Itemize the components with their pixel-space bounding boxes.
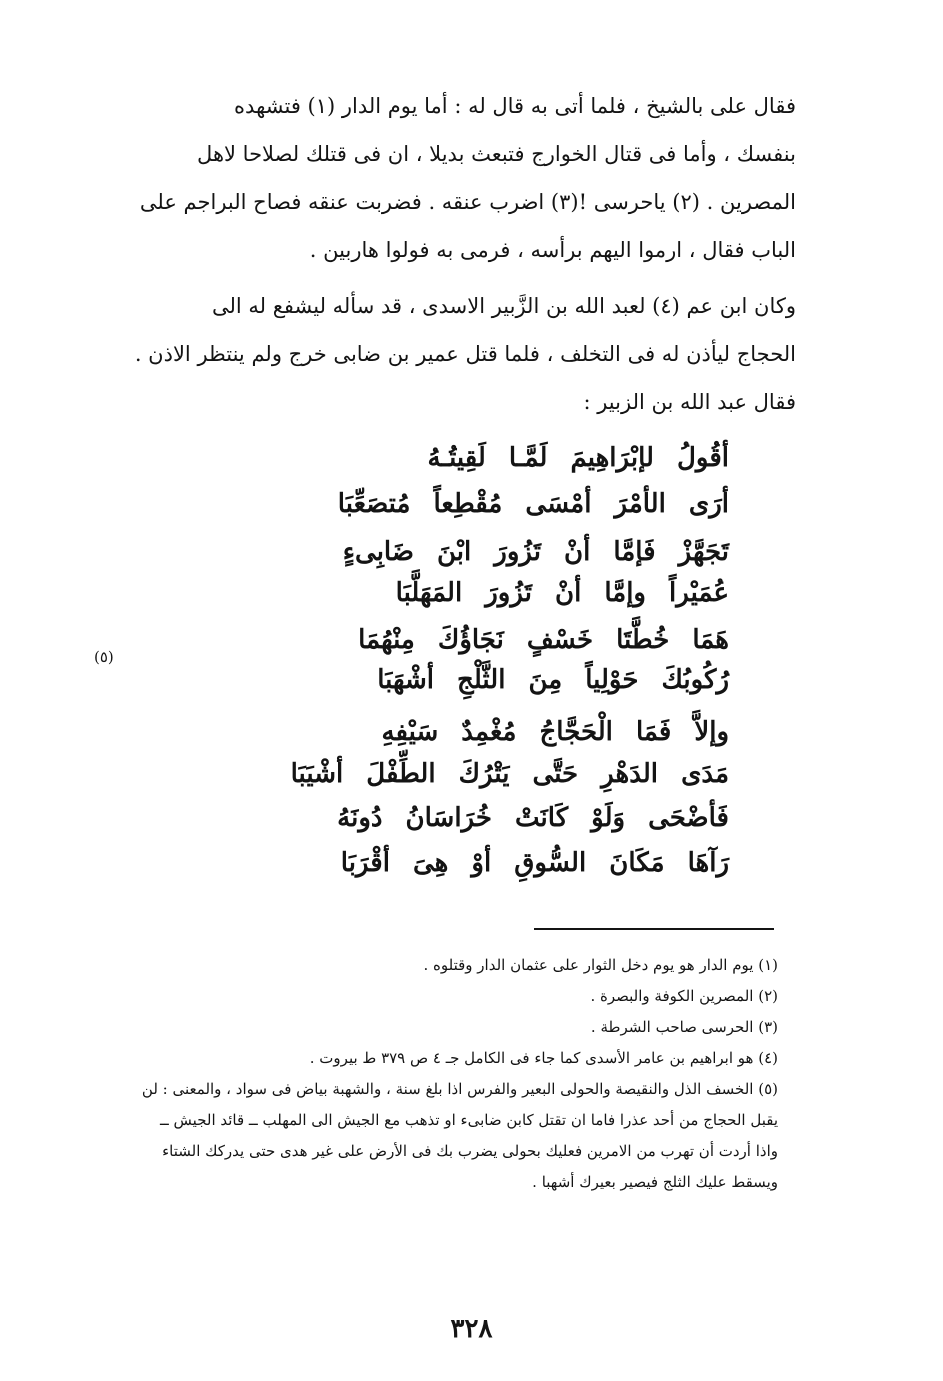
footnote-4: (٤) هو ابراهيم بن عامر الأسدى كما جاء فى الكامل جـ ٤ ص ٣٧٩ ط بيروت . bbox=[309, 1049, 778, 1067]
verse-2-second-hemistich: عُمَيْراً وإمَّا أنْ تَزُورَ المَهَلَّبَا bbox=[395, 578, 729, 608]
paragraph-2 bbox=[80, 282, 796, 426]
paragraph-1 bbox=[80, 82, 796, 274]
footnote-2: (٢) المصرين الكوفة والبصرة . bbox=[590, 987, 778, 1005]
footnote-separator bbox=[534, 928, 774, 930]
footnote-5-line-3: واذا أردت أن تهرب من الامرين فعليك بحولى يضرب بك فى الأرض على غير هدى حتى يدركك الشتاء bbox=[162, 1142, 778, 1160]
footnote-1: (١) يوم الدار هو يوم دخل الثوار على عثمان الدار وقتلوه . bbox=[423, 956, 778, 974]
footnote-3: (٣) الحرسى صاحب الشرطة . bbox=[590, 1018, 778, 1036]
text-line: بنفسك ، وأما فى قتال الخوارج فتبعث بديلا ، ان فى قتلك لصلاحا لاهل bbox=[197, 142, 796, 166]
verse-4-first-hemistich: وإلاَّ فَمَا الْحَجَّاجُ مُغْمِدٌ سَيْفِهِ bbox=[381, 717, 729, 747]
page-number: ٣٢٨ bbox=[450, 1314, 493, 1344]
text-line: الحجاج ليأذن له فى التخلف ، فلما قتل عمير بن ضابى خرج ولم ينتظر الاذن . bbox=[134, 342, 796, 366]
footnote-5: (٥) الخسف الذل والنقيصة والحولى البعير والفرس اذا بلغ سنة ، والشهبة بياض فى سواد ، والمعنى : لن bbox=[141, 1080, 778, 1098]
footnotes bbox=[60, 950, 778, 1198]
verse-2-first-hemistich: تَجَهَّزْ فَإمَّا أنْ تَزُورَ ابْنَ ضَابِىءٍ bbox=[342, 537, 729, 567]
text-line: فقال على بالشيخ ، فلما أتى به قال له : أما يوم الدار (١) فتشهده bbox=[234, 94, 796, 118]
text-line: الباب فقال ، ارموا اليهم برأسه ، فرمى به فولوا هاربين . bbox=[309, 238, 796, 262]
verse-4-second-hemistich: مَدَى الدَهْرِ حَتَّى يَتْرُكَ الطِّفْلَ أشْيَبَا bbox=[290, 759, 729, 789]
footnote-5-line-4: ويسقط عليك الثلج فيصير بعيرك أشهبا . bbox=[532, 1173, 778, 1191]
verse-5-second-hemistich: رَآهَا مَكَانَ السُّوقِ أوْ هِىَ أقْرَبَا bbox=[340, 848, 729, 878]
text-line: وكان ابن عم (٤) لعبد الله بن الزَّبير الاسدى ، قد سأله ليشفع له الى bbox=[211, 294, 796, 318]
verse-3-second-hemistich: رُكُوبُكَ حَوْلِياً مِنَ الثَّلْجِ أشْهَبَا bbox=[377, 665, 729, 695]
footnote-marker-5: (٥) bbox=[94, 648, 114, 666]
verse-5-first-hemistich: فَأضْحَى وَلَوْ كَانَتْ خُرَاسَانُ دُونَهُ bbox=[337, 803, 729, 833]
verse-1-first-hemistich: أقُولُ لإبْرَاهِيمَ لَمَّـا لَقِيتُـهُ bbox=[427, 443, 729, 473]
text-line: المصرين . (٢) ياحرسى !(٣) اضرب عنقه . فضربت عنقه فصاح البراجم على bbox=[139, 190, 796, 214]
verse-3-first-hemistich: هَمَا خُطَّتَا خَسْفٍ نَجَاؤُكَ مِنْهُمَا bbox=[358, 625, 729, 655]
poem-introduction: فقال عبد الله بن الزبير : bbox=[583, 390, 796, 414]
verse-1-second-hemistich: أرَى الأمْرَ أمْسَى مُقْطِعاً مُتصَعِّبَا bbox=[337, 489, 729, 519]
footnote-5-line-2: يقبل الحجاج من أحد عذرا فاما ان تقتل كابن ضابىء او تذهب مع الجيش الى المهلب ــ قائد الجيش ــ bbox=[159, 1111, 778, 1129]
